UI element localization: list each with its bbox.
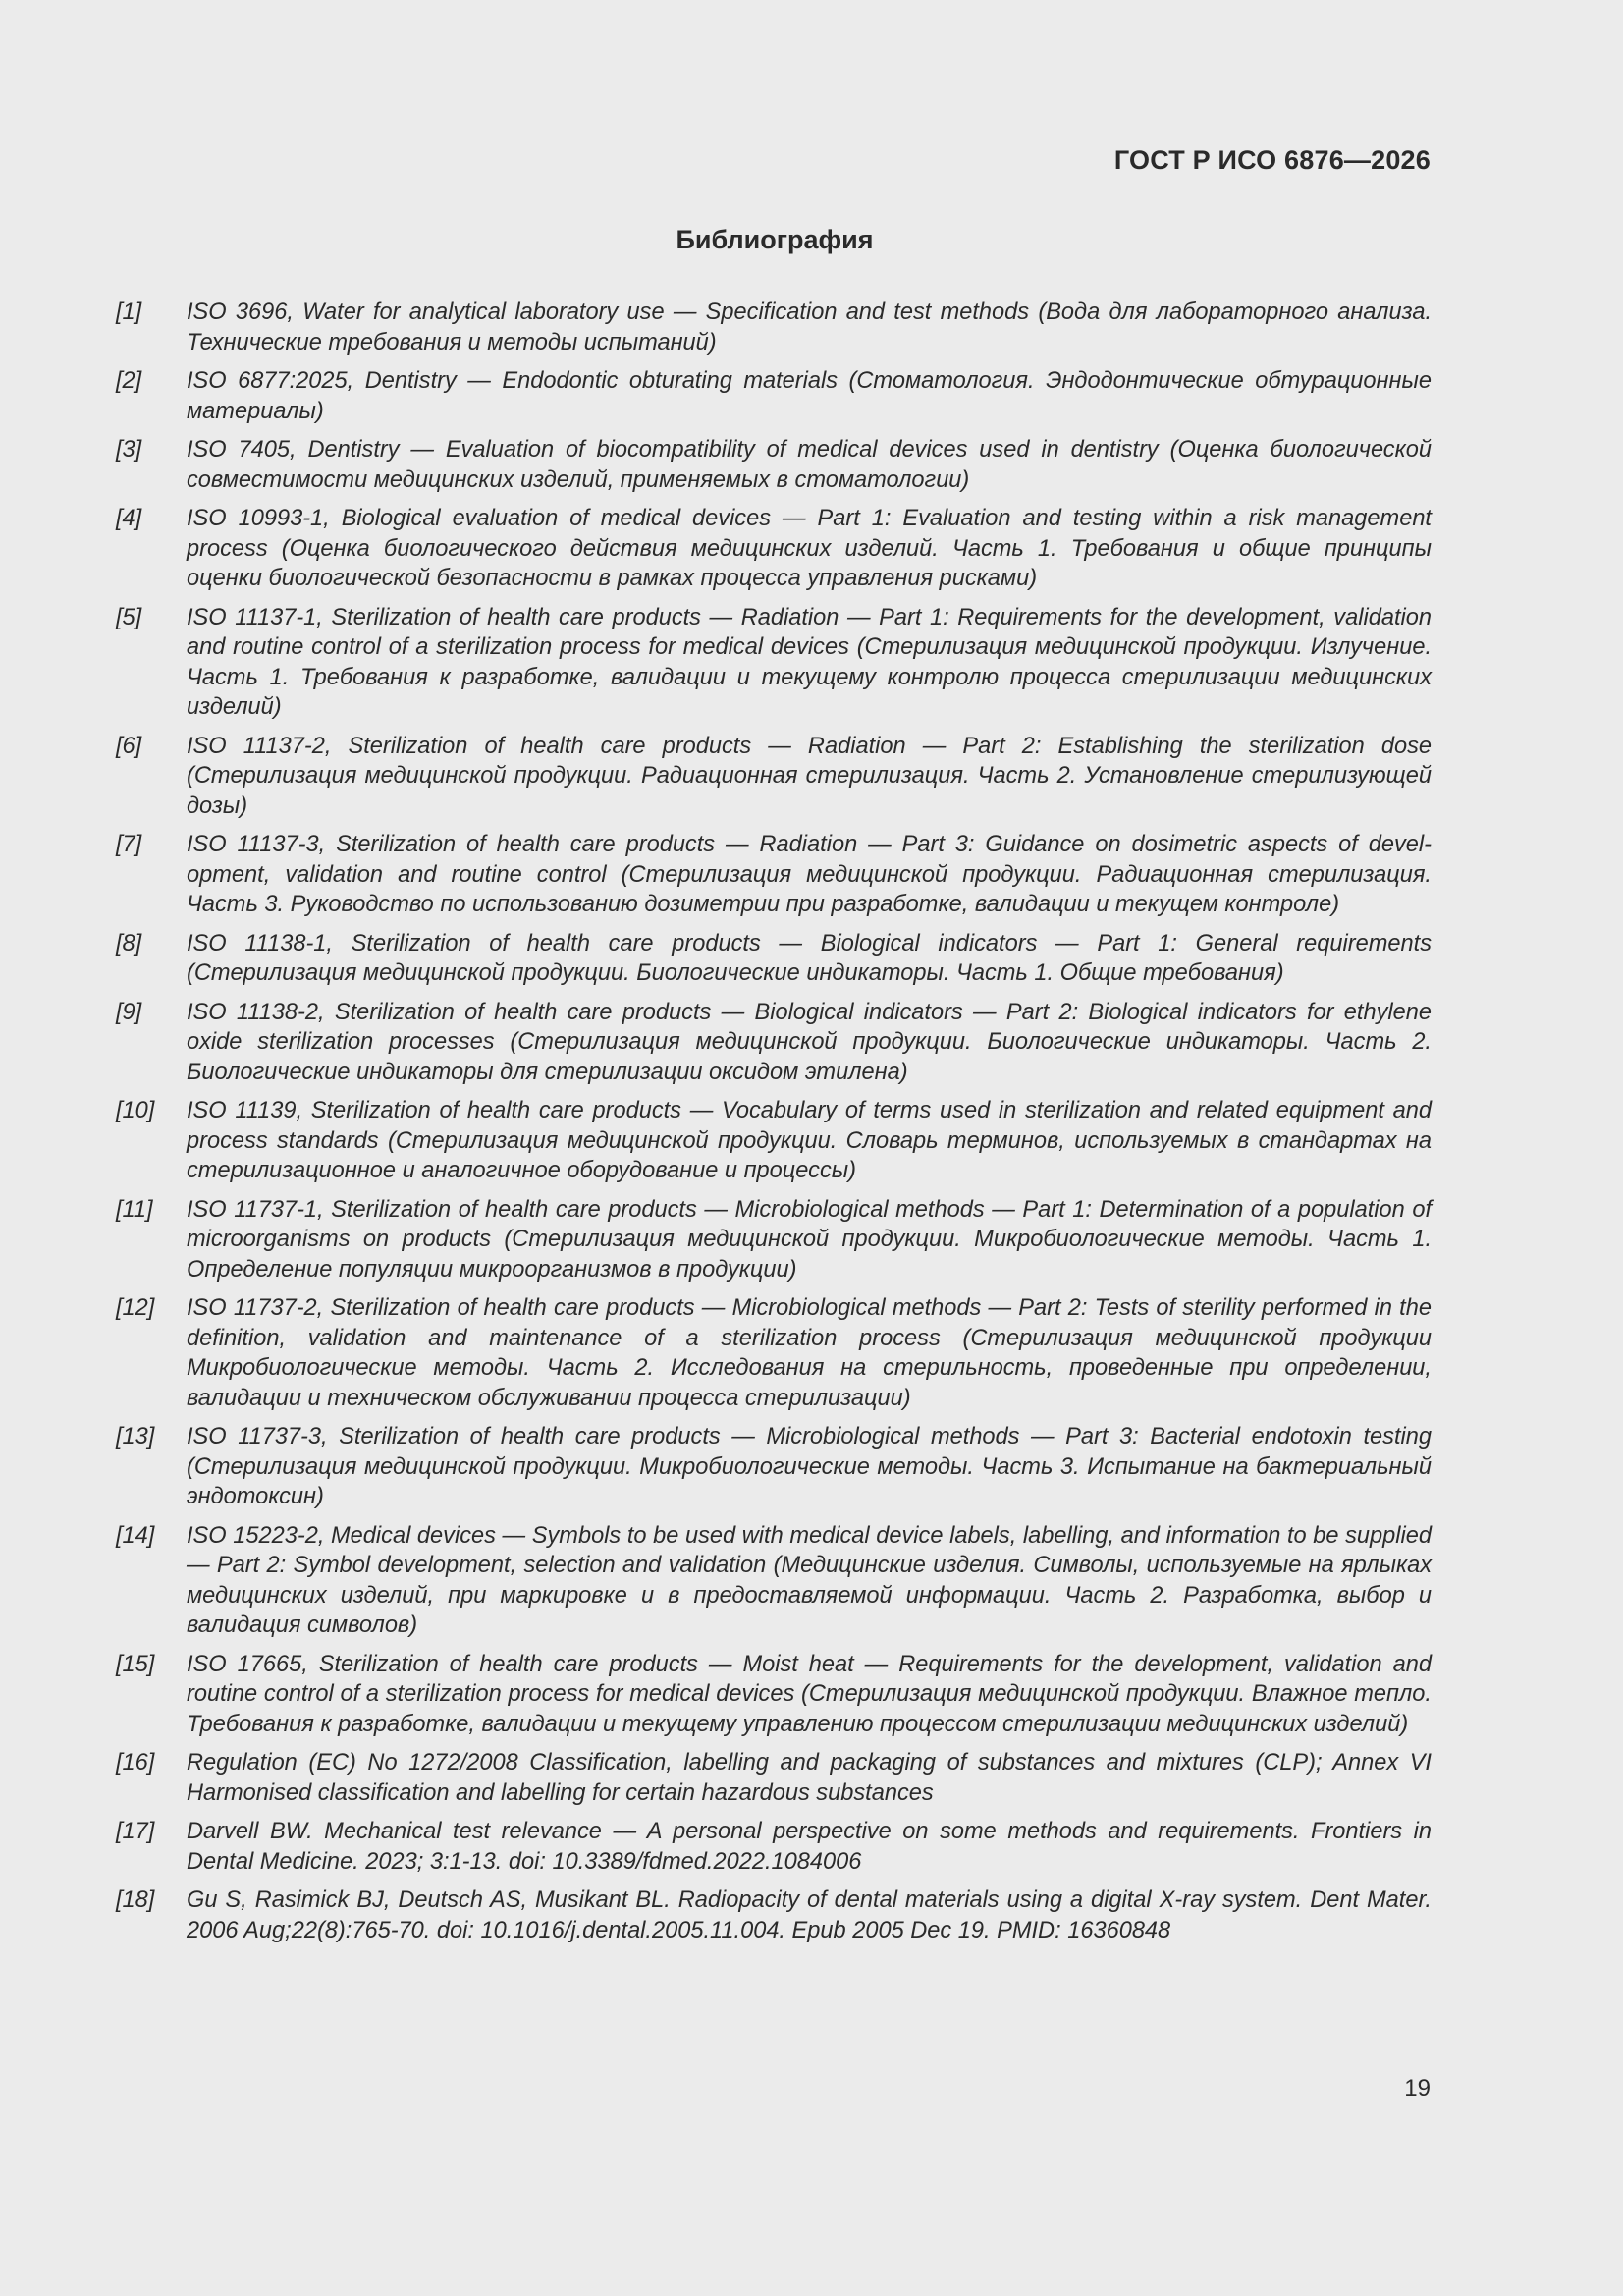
bibliography-entry-number: [1] (116, 300, 142, 325)
bibliography-entry (116, 603, 1432, 723)
bibliography-entry-number: [16] (116, 1750, 155, 1776)
bibliography-entry-text: Gu S, Rasimick BJ, Deutsch AS, Musikant BL. Radiopacity of dental materials using a digital X-ray system. Dent Mater. 2006 Aug;22(8):765-70. doi: 10.1016/j.dental.2005.11.004. Epub 2005 Dec 19. PMID: 16360848 (187, 1887, 1432, 1943)
bibliography-entry-text: ISO 11137-3, Sterilization of health care products — Radiation — Part 3: Guidance on dosimetric aspects of development, validation and routine control (Стерилизация медицинской продукции. Радиационная стерилизация. Часть 3. Руководство по использованию дозиметрии при разработке, валидации и текущем контроле) (187, 832, 1432, 917)
bibliography-entry-number: [18] (116, 1887, 155, 1913)
bibliography-entry (116, 1195, 1432, 1285)
bibliography-entry-text: ISO 11138-1, Sterilization of health care products — Biological indicators — Part 1: General requirements (Стерилизация медицинской продукции. Биологические индикаторы. Часть 1. Общие требования) (187, 930, 1432, 986)
bibliography-entry-number: [3] (116, 437, 142, 463)
bibliography-entry-text: ISO 10993-1, Biological evaluation of medical devices — Part 1: Evaluation and testing within a risk management process (Оценка биологического действия медицинских изделий. Часть 1. Требования и общие принципы оценки биологической безопасности в рамках процесса управления рисками) (187, 506, 1432, 591)
bibliography-list (116, 298, 1432, 1954)
bibliography-entry (116, 298, 1432, 357)
bibliography-entry-number: [13] (116, 1424, 155, 1449)
bibliography-entry-number: [14] (116, 1522, 155, 1549)
bibliography-entry-number: [4] (116, 506, 142, 531)
bibliography-entry-text: Regulation (EC) No 1272/2008 Classification, labelling and packaging of substances and mixtures (CLP); Annex VI Harmonised classification and labelling for certain hazardous substances (187, 1750, 1432, 1806)
bibliography-entry-number: [6] (116, 733, 142, 759)
bibliography-entry-number: [17] (116, 1819, 155, 1844)
bibliography-entry-text: ISO 15223-2, Medical devices — Symbols to be used with medical device labels, labelling, and information to be supplied — Part 2: Symbol development, selection and validation (Медицинские изделия. Символы, используемые на ярлыках медицинских изделий, при маркировке и в предоставляемой информации. Часть 2. Разработка, выбор и валидация символов) (187, 1522, 1432, 1638)
bibliography-entry (116, 929, 1432, 989)
bibliography-entry-text: ISO 11737-2, Sterilization of health care products — Microbiological methods — Part 2: Tests of sterility performed in the definition, validation and maintenance of a sterilization process (Стерилизация медицинской продукции Микробиологические методы. Часть 2. Исследования на стерильность, проведенные при определении, валидации и техническом обслуживании процесса стерилизации) (187, 1295, 1432, 1411)
bibliography-entry (116, 1096, 1432, 1186)
bibliography-entry (116, 1293, 1432, 1413)
document-code: ГОСТ Р ИСО 6876—2026 (1113, 145, 1431, 175)
bibliography-entry-number: [5] (116, 604, 142, 630)
bibliography-entry-text: ISO 11137-1, Sterilization of health care products — Radiation — Part 1: Requirements for the development, validation and routine control of a sterilization process for medical devices (Стерилизация медицинской продукции. Излучение. Часть 1. Требования к разработке, валидации и текущему контролю процесса стерилизации медицинских изделий) (187, 604, 1432, 720)
bibliography-entry-text: ISO 3696, Water for analytical laboratory use — Specification and test methods (Вода для лабораторного анализа. Технические требования и методы испытаний) (187, 300, 1432, 355)
section-title: Библиография (676, 225, 874, 254)
bibliography-entry-text: ISO 7405, Dentistry — Evaluation of biocompatibility of medical devices used in dentistry (Оценка биологической совместимости медицинских изделий, применяемых в стоматологии) (187, 437, 1432, 493)
bibliography-entry-text: ISO 11138-2, Sterilization of health care products — Biological indicators — Part 2: Biological indicators for ethylene oxide sterilization processes (Стерилизация медицинской продукции. Биологические индикаторы. Часть 2. Биологические индикаторы для стерилизации оксидом этилена) (187, 999, 1432, 1085)
bibliography-entry-number: [15] (116, 1651, 155, 1677)
bibliography-entry (116, 1817, 1432, 1877)
bibliography-entry (116, 366, 1432, 426)
bibliography-entry-number: [11] (116, 1196, 153, 1223)
bibliography-entry-text: ISO 17665, Sterilization of health care products — Moist heat — Requirements for the development, validation and routine control of a sterilization process for medical devices (Стерилизация медицинской продукции. Влажное тепло. Требования к разработке, валидации и текущему управлению процессом стерилизации медицинских изделий) (187, 1651, 1432, 1737)
bibliography-entry-text: ISO 11137-2, Sterilization of health care products — Radiation — Part 2: Establishing the sterilization dose (Стерилизация медицинской продукции. Радиационная стерилизация. Часть 2. Установление стерилизующей дозы) (187, 733, 1432, 819)
bibliography-entry-text: Darvell BW. Mechanical test relevance — A personal perspective on some methods and requirements. Frontiers in Dental Medicine. 2023; 3:1-13. doi: 10.3389/fdmed.2022.1084006 (187, 1819, 1432, 1875)
bibliography-entry-text: ISO 11737-1, Sterilization of health care products — Microbiological methods — Part 1: Determination of a population of microorganisms on products (Стерилизация медицинской продукции. Микробиологические методы. Часть 1. Определение популяции микроорганизмов в продукции) (187, 1196, 1432, 1283)
bibliography-entry (116, 1886, 1432, 1945)
bibliography-entry-number: [9] (116, 999, 142, 1025)
bibliography-entry-text: ISO 11737-3, Sterilization of health care products — Microbiological methods — Part 3: Bacterial endotoxin testing (Стерилизация медицинской продукции. Микробиологические методы. Часть 3. Испытание на бактериальный эндотоксин) (187, 1424, 1432, 1509)
bibliography-entry-number: [8] (116, 930, 142, 957)
bibliography-entry (116, 1521, 1432, 1641)
bibliography-entry (116, 1422, 1432, 1512)
bibliography-entry-text: ISO 6877:2025, Dentistry — Endodontic obturating materials (Стоматология. Эндодонтические обтурационные материалы) (187, 368, 1432, 424)
page-number: 19 (1404, 2075, 1431, 2102)
bibliography-entry-number: [7] (116, 832, 142, 857)
bibliography-entry-number: [10] (116, 1098, 155, 1123)
bibliography-entry (116, 1748, 1432, 1808)
bibliography-entry-text: ISO 11139, Sterilization of health care products — Vocabulary of terms used in sterilization and related equipment and process standards (Стерилизация медицинской продукции. Словарь терминов, используемых в стандартах на стерилизационное и аналогичное оборудование и процессы) (187, 1098, 1432, 1183)
bibliography-entry-number: [2] (116, 368, 142, 394)
bibliography-entry (116, 504, 1432, 594)
bibliography-entry (116, 732, 1432, 822)
bibliography-entry (116, 1650, 1432, 1740)
bibliography-entry-number: [12] (116, 1295, 155, 1321)
bibliography-entry (116, 830, 1432, 920)
bibliography-entry (116, 998, 1432, 1088)
bibliography-entry (116, 435, 1432, 495)
